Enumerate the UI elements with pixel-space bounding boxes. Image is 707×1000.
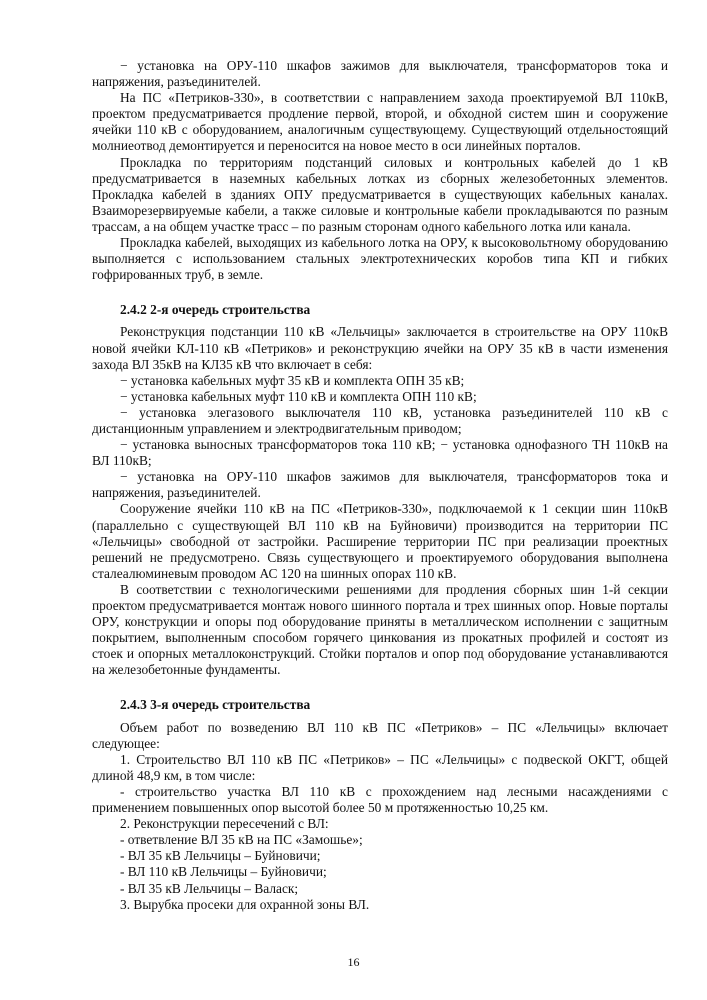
paragraph: - строительство участка ВЛ 110 кВ с прохождением над лесными насаждениями с применением повышенных опор высотой более 50 м протяженностью 10,25 км. bbox=[92, 783, 668, 816]
paragraph: Реконструкция подстанции 110 кВ «Лельчицы» заключается в строительстве на ОРУ 110кВ новой ячейки КЛ-110 кВ «Петриков» и реконструкцию ячейки на ОРУ 35 кВ в части изменения захода ВЛ 35кВ на КЛ35 кВ что включает в себя: bbox=[92, 324, 668, 372]
paragraph: Сооружение ячейки 110 кВ на ПС «Петриков-330», подключаемой к 1 секции шин 110кВ (параллельно с существующей ВЛ 110 кВ на Буйновичи) производится на территории ПС «Лельчицы» свободной от застройки. Расширение территории ПС при реализации проектных решений не предусмотрено. Связь существующего и проектируемого оборудования выполнена сталеалюминевым проводом АС 120 на шинных опорах 110 кВ. bbox=[92, 501, 668, 581]
paragraph: − установка на ОРУ-110 шкафов зажимов для выключателя, трансформаторов тока и напряжения, разъединителей. bbox=[92, 58, 668, 90]
list-item: − установка кабельных муфт 110 кВ и комплекта ОПН 110 кВ; bbox=[120, 388, 477, 404]
document-page bbox=[92, 58, 668, 913]
paragraph: Объем работ по возведению ВЛ 110 кВ ПС «Петриков» – ПС «Лельчицы» включает следующее: bbox=[92, 719, 668, 751]
section-heading-2-4-2: 2.4.2 2-я очередь строительства bbox=[120, 302, 311, 318]
list-item: - ВЛ 35 кВ Лельчицы – Буйновичи; bbox=[120, 848, 321, 864]
paragraph: Прокладка по территориям подстанций силовых и контрольных кабелей до 1 кВ предусматривается в наземных кабельных лотках из сборных железобетонных элементов. Прокладка кабелей в зданиях ОПУ предусматривается в существующих кабельных каналах. Взаиморезервируемые кабели, а также силовые и контрольные кабели прокладываются по разным трассам, а на общем участке трасс – по разным сторонам одного кабельного лотка или канала. bbox=[92, 154, 668, 234]
list-item: - ответвление ВЛ 35 кВ на ПС «Замошье»; bbox=[120, 832, 363, 848]
list-item: − установка элегазового выключателя 110 кВ, установка разъединителей 110 кВ с дистанционным управлением и электродвигательным приводом; bbox=[92, 404, 668, 436]
list-item: 2. Реконструкции пересечений с ВЛ: bbox=[120, 816, 329, 832]
list-item: − установка на ОРУ-110 шкафов зажимов для выключателя, трансформаторов тока и напряжения, разъединителей. bbox=[92, 469, 668, 501]
list-item: − установка кабельных муфт 35 кВ и комплекта ОПН 35 кВ; bbox=[120, 372, 465, 388]
list-item: - ВЛ 35 кВ Лельчицы – Валаск; bbox=[120, 880, 299, 896]
section-heading-2-4-3: 2.4.3 3-я очередь строительства bbox=[120, 697, 311, 713]
list-item: - ВЛ 110 кВ Лельчицы – Буйновичи; bbox=[120, 864, 327, 880]
paragraph: Прокладка кабелей, выходящих из кабельного лотка на ОРУ, к высоковольтному оборудованию выполняется с использованием стальных электротехнических коробов типа КП и гибких гофрированных труб, в земле. bbox=[92, 235, 668, 283]
list-item: 3. Вырубка просеки для охранной зоны ВЛ. bbox=[120, 896, 370, 912]
list-item: − установка выносных трансформаторов тока 110 кВ; − установка однофазного ТН 110кВ на ВЛ 110кВ; bbox=[92, 437, 668, 469]
paragraph: 1. Строительство ВЛ 110 кВ ПС «Петриков» – ПС «Лельчицы» с подвеской ОКГТ, общей длиной 48,9 км, в том числе: bbox=[92, 751, 668, 783]
paragraph: На ПС «Петриков-330», в соответствии с направлением захода проектируемой ВЛ 110кВ, проектом предусматривается продление первой, второй, и обходной систем шин и сооружение ячейки 110 кВ с оборудованием, аналогичным существующему. Существующий отдельностоящий молниеотвод демонтируется и переносится на новое место в оси линейных порталов. bbox=[92, 90, 668, 154]
paragraph: В соответствии с технологическими решениями для продления сборных шин 1-й секции проектом предусматривается монтаж нового шинного портала и трех шинных опор. Новые порталы ОРУ, конструкции и опоры под оборудование приняты в металлическом исполнении с защитным покрытием, выполненным способом горячего цинкования из прокатных профилей и состоят из стоек и опорных металлоконструкций. Стойки порталов и опор под оборудование устанавливаются на железобетонные фундаменты. bbox=[92, 581, 668, 678]
page-number: 16 bbox=[347, 955, 360, 969]
